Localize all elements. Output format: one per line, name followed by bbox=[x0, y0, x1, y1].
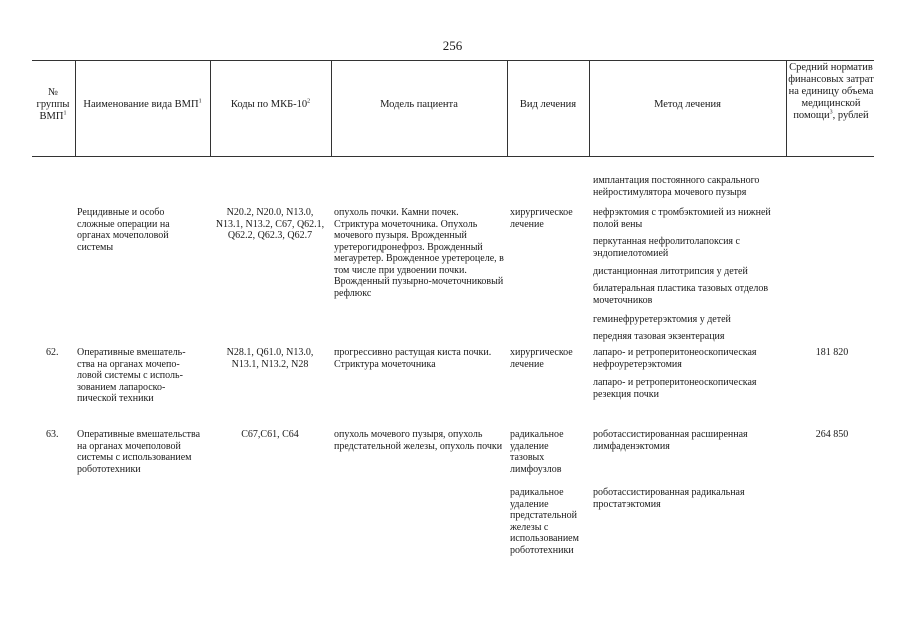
row-procedure-name: Оперативные вмешательства на органах мочеполовой системы с использованием робототехники bbox=[77, 429, 201, 475]
header-treatment-method: Метод лечения bbox=[654, 99, 721, 110]
row-method: нефрэктомия с тромбэктомией из нижней полой вены bbox=[593, 207, 771, 230]
header-treatment-type: Вид лечения bbox=[519, 99, 577, 110]
header-group-number: № группы ВМП$^1$ bbox=[36, 87, 70, 122]
header-patient-model: Модель пациента bbox=[380, 99, 458, 110]
row-method: имплантация постоянного сакрального нейростимулятора мочевого пузыря bbox=[593, 175, 760, 198]
row-patient-model: прогрессивно растущая киста почки. Стриктура мочеточника bbox=[334, 347, 492, 370]
row-method: дистанционная литотрипсия у детей bbox=[593, 266, 748, 277]
row-treatment-type: хирургическое лечение bbox=[510, 347, 573, 370]
row-patient-model: опухоль мочевого пузыря, опухоль предстательной железы, опухоль почки bbox=[334, 429, 503, 452]
row-patient-model: опухоль почки. Камни почек. Стриктура мочеточника. Опухоль мочевого пузыря. Врожденный уретерогидронефроз. Врожденный мегауретер. Врожденное уретероцеле, в том числе при удвоении почки. Врожденный пузырно-мочеточниковый рефлюкс bbox=[334, 207, 504, 299]
row-method: лапаро- и ретроперитонеоскопическая нефроуретерэктомия bbox=[593, 347, 757, 370]
row-treatment-type: радикальное удаление тазовых лимфоузлов bbox=[510, 429, 564, 475]
row-method: билатеральная пластика тазовых отделов мочеточников bbox=[593, 283, 769, 306]
row-method: перкутанная нефролитолапоксия с эндопиелотомией bbox=[593, 236, 740, 259]
row-icd-codes: N28.1, Q61.0, N13.0, N13.1, N13.2, N28 bbox=[226, 347, 314, 370]
row-average-cost: 181 820 bbox=[815, 347, 849, 358]
row-treatment-type: радикальное удаление предстательной железы с использованием робототехники bbox=[510, 487, 579, 556]
header-average-cost: Средний норматив финансовых затрат на единицу объема медицинской помощи$^3$, рублей bbox=[788, 62, 874, 121]
header-icd-codes: Коды по МКБ-$10^2$ bbox=[230, 98, 311, 110]
table-header-border bbox=[32, 156, 874, 157]
row-method: роботассистированная расширенная лимфаденэктомия bbox=[593, 429, 748, 452]
row-method: лапаро- и ретроперитонеоскопическая резекция почки bbox=[593, 377, 757, 400]
row-group-number: 63. bbox=[46, 429, 59, 440]
row-average-cost: 264 850 bbox=[815, 429, 849, 440]
page-number: 256 bbox=[442, 38, 463, 53]
table-top-border bbox=[32, 60, 874, 61]
row-treatment-type: хирургическое лечение bbox=[510, 207, 573, 230]
row-icd-codes: N20.2, N20.0, N13.0, N13.1, N13.2, C67, Q62.1, Q62.2, Q62.3, Q62.7 bbox=[215, 207, 325, 241]
row-group-number: 62. bbox=[46, 347, 59, 358]
row-procedure-name: Рецидивные и особо сложные операции на органах мочеполовой системы bbox=[77, 207, 170, 253]
header-name: Наименование вида ВМП$^1$ bbox=[83, 98, 202, 110]
row-method: геминефруретерэктомия у детей bbox=[593, 314, 731, 325]
row-procedure-name: Оперативные вмешатель-ства на органах мочепо-ловой системы с исполь-зованием лапароско-пической техники bbox=[77, 347, 186, 404]
row-icd-codes: C67,C61, C64 bbox=[241, 429, 299, 440]
row-method: роботассистированная радикальная простатэктомия bbox=[593, 487, 745, 510]
row-method: передняя тазовая экзентерация bbox=[593, 331, 725, 342]
